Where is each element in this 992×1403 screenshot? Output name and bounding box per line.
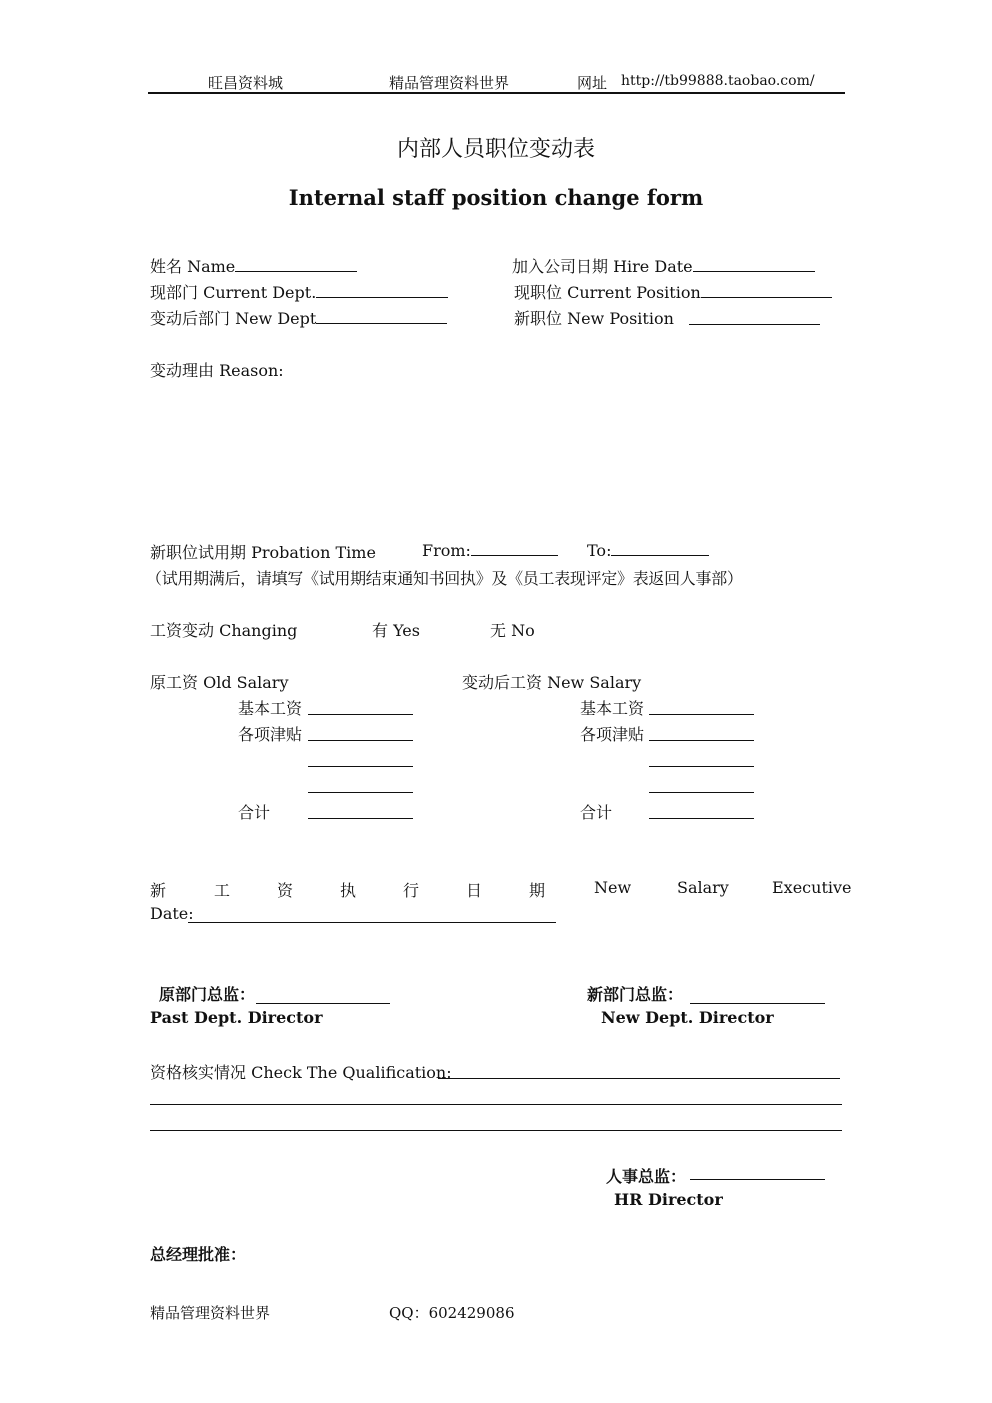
new-position-blank[interactable]	[689, 324, 820, 325]
current-position-blank[interactable]	[701, 282, 832, 298]
new-dept-label: 变动后部门 New Dept	[150, 309, 317, 328]
exec-char-4: 执	[340, 881, 357, 900]
probation-from	[422, 540, 558, 560]
hire-date-field	[512, 254, 815, 277]
gm-approval-label: 总经理批准：	[150, 1245, 247, 1264]
current-dept-label: 现部门 Current Dept.	[150, 283, 317, 302]
footer-qq: QQ：602429086	[389, 1304, 515, 1322]
hire-date-blank[interactable]	[693, 256, 815, 272]
probation-to-blank[interactable]	[611, 540, 709, 556]
probation-from-label: From:	[422, 541, 471, 560]
new-allowance-label: 各项津贴	[580, 725, 645, 744]
current-dept-field	[150, 280, 448, 303]
hire-date-label: 加入公司日期 Hire Date	[512, 257, 693, 276]
probation-from-blank[interactable]	[471, 540, 558, 556]
old-salary-title: 原工资 Old Salary	[150, 673, 289, 692]
header-url-label: 网址	[577, 74, 608, 92]
new-dept-field	[150, 306, 447, 329]
old-extra-blank-1[interactable]	[308, 766, 413, 767]
footer-left: 精品管理资料世界	[150, 1304, 271, 1322]
reason-label: 变动理由 Reason:	[150, 361, 284, 380]
hr-director-cn: 人事总监：	[606, 1167, 687, 1186]
qualification-label: 资格核实情况 Check The Qualification:	[150, 1063, 452, 1082]
probation-to	[587, 540, 709, 560]
past-director-en: Past Dept. Director	[150, 1008, 323, 1027]
hr-director-en: HR Director	[614, 1190, 723, 1209]
exec-date-blank[interactable]	[188, 922, 556, 923]
salary-change-no[interactable]: 无 No	[490, 621, 535, 640]
new-extra-blank-1[interactable]	[649, 766, 754, 767]
qualification-blank-2[interactable]	[150, 1104, 842, 1105]
new-basic-blank[interactable]	[649, 714, 754, 715]
exec-char-2: 工	[214, 881, 231, 900]
header-center: 精品管理资料世界	[389, 74, 510, 92]
header-rule	[148, 92, 845, 94]
new-director-blank[interactable]	[690, 1003, 825, 1004]
new-extra-blank-2[interactable]	[649, 792, 754, 793]
exec-char-5: 行	[403, 881, 420, 900]
exec-char-7: 期	[529, 881, 546, 900]
old-allowance-blank[interactable]	[308, 740, 413, 741]
current-position-field	[514, 280, 832, 303]
old-total-blank[interactable]	[308, 818, 413, 819]
probation-to-label: To:	[587, 541, 612, 560]
old-extra-blank-2[interactable]	[308, 792, 413, 793]
name-label: 姓名 Name	[150, 257, 236, 276]
new-position-label: 新职位 New Position	[514, 309, 674, 328]
new-director-cn: 新部门总监：	[587, 985, 684, 1004]
exec-word-executive: Executive	[772, 878, 852, 897]
header-url: http://tb99888.taobao.com/	[621, 73, 815, 89]
exec-char-6: 日	[466, 881, 483, 900]
title-en: Internal staff position change form	[288, 185, 704, 210]
header-left: 旺昌资料城	[208, 74, 284, 92]
exec-char-1: 新	[150, 881, 167, 900]
title-cn: 内部人员职位变动表	[396, 137, 595, 162]
new-total-label: 合计	[580, 803, 613, 822]
old-basic-label: 基本工资	[238, 699, 303, 718]
probation-label: 新职位试用期 Probation Time	[150, 543, 376, 562]
name-blank[interactable]	[235, 256, 357, 272]
qualification-blank-3[interactable]	[150, 1130, 842, 1131]
old-total-label: 合计	[238, 803, 271, 822]
name-field	[150, 254, 357, 277]
old-basic-blank[interactable]	[308, 714, 413, 715]
past-director-cn: 原部门总监：	[159, 985, 256, 1004]
new-director-en: New Dept. Director	[601, 1008, 774, 1027]
current-dept-blank[interactable]	[316, 282, 448, 298]
old-allowance-label: 各项津贴	[238, 725, 303, 744]
current-position-label: 现职位 Current Position	[514, 283, 701, 302]
new-dept-blank[interactable]	[316, 308, 447, 324]
new-total-blank[interactable]	[649, 818, 754, 819]
salary-change-label: 工资变动 Changing	[150, 621, 298, 640]
probation-note: （试用期满后，请填写《试用期结束通知书回执》及《员工表现评定》表返回人事部）	[146, 569, 743, 588]
salary-change-yes[interactable]: 有 Yes	[372, 621, 420, 640]
new-allowance-blank[interactable]	[649, 740, 754, 741]
new-salary-title: 变动后工资 New Salary	[462, 673, 642, 692]
exec-word-salary: Salary	[677, 878, 729, 897]
past-director-blank[interactable]	[256, 1003, 390, 1004]
exec-date-label: Date:	[150, 904, 194, 923]
exec-char-3: 资	[277, 881, 294, 900]
exec-word-new: New	[594, 878, 632, 897]
qualification-blank-1[interactable]	[438, 1078, 840, 1079]
new-basic-label: 基本工资	[580, 699, 645, 718]
hr-director-blank[interactable]	[690, 1179, 825, 1180]
